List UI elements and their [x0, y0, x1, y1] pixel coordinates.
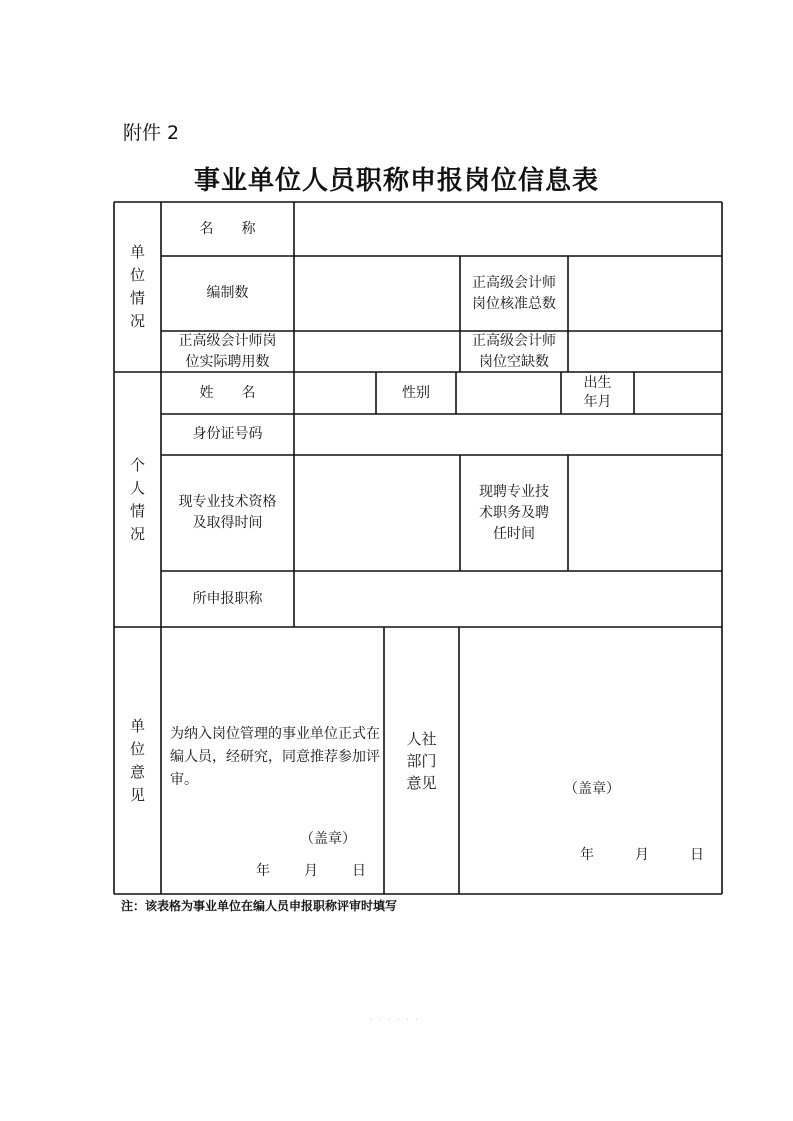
label-current-qualification: 现专业技术资格及取得时间 — [178, 494, 277, 531]
label-birth: 出生年月 — [583, 375, 612, 410]
section-unit-info: 单位情况 — [129, 243, 145, 330]
attachment-label: 附件 2 — [123, 122, 180, 144]
hr-opinion-month: 月 — [635, 847, 649, 863]
id-number-field[interactable] — [294, 414, 722, 455]
label-vacancies: 正高级会计师岗位空缺数 — [472, 332, 556, 370]
current-qualification-field[interactable] — [294, 455, 460, 571]
approved-total-field[interactable] — [568, 256, 722, 331]
person-name-field[interactable] — [294, 372, 376, 414]
staffing-field[interactable] — [294, 256, 460, 331]
label-name: 名称 — [199, 220, 284, 237]
label-actual-hired: 正高级会计师岗位实际聘用数 — [178, 332, 277, 370]
hr-opinion-year: 年 — [580, 847, 594, 863]
section-personal-info: 个人情况 — [129, 455, 145, 543]
unit-opinion-month: 月 — [304, 863, 318, 879]
label-id-number: 身份证号码 — [192, 426, 263, 442]
form-title: 事业单位人员职称申报岗位信息表 — [193, 166, 599, 196]
applied-title-field[interactable] — [294, 571, 722, 627]
unit-opinion-text: 为纳入岗位管理的事业单位正式在编人员，经研究，同意推荐参加评审。 — [170, 726, 380, 788]
label-current-position: 现聘专业技术职务及聘任时间 — [479, 483, 549, 542]
label-approved-total: 正高级会计师岗位核准总数 — [472, 274, 556, 312]
label-gender: 性别 — [402, 384, 430, 401]
unit-opinion-seal: （盖章） — [300, 831, 356, 847]
unit-opinion-date — [256, 860, 366, 880]
gender-field[interactable] — [456, 372, 561, 414]
hr-opinion-seal: （盖章） — [564, 781, 620, 797]
hr-opinion-date — [580, 844, 704, 864]
footer-marks: · · · · · · — [370, 1015, 420, 1024]
footnote: 注：该表格为事业单位在编人员申报职称评审时填写 — [121, 899, 398, 913]
actual-hired-field[interactable] — [294, 331, 460, 372]
unit-opinion-year: 年 — [256, 863, 270, 879]
section-unit-opinion: 单位意见 — [129, 716, 145, 804]
label-staffing: 编制数 — [206, 285, 249, 301]
hr-opinion-day: 日 — [690, 847, 704, 863]
section-hr-opinion: 人社部门意见 — [406, 729, 437, 792]
vacancies-field[interactable] — [568, 331, 722, 372]
label-person-name: 姓名 — [199, 384, 284, 401]
birth-field[interactable] — [634, 372, 722, 414]
unit-opinion-day: 日 — [352, 863, 366, 879]
label-applied-title: 所申报职称 — [192, 590, 263, 607]
current-position-field[interactable] — [568, 455, 722, 571]
unit-name-field[interactable] — [294, 202, 722, 256]
